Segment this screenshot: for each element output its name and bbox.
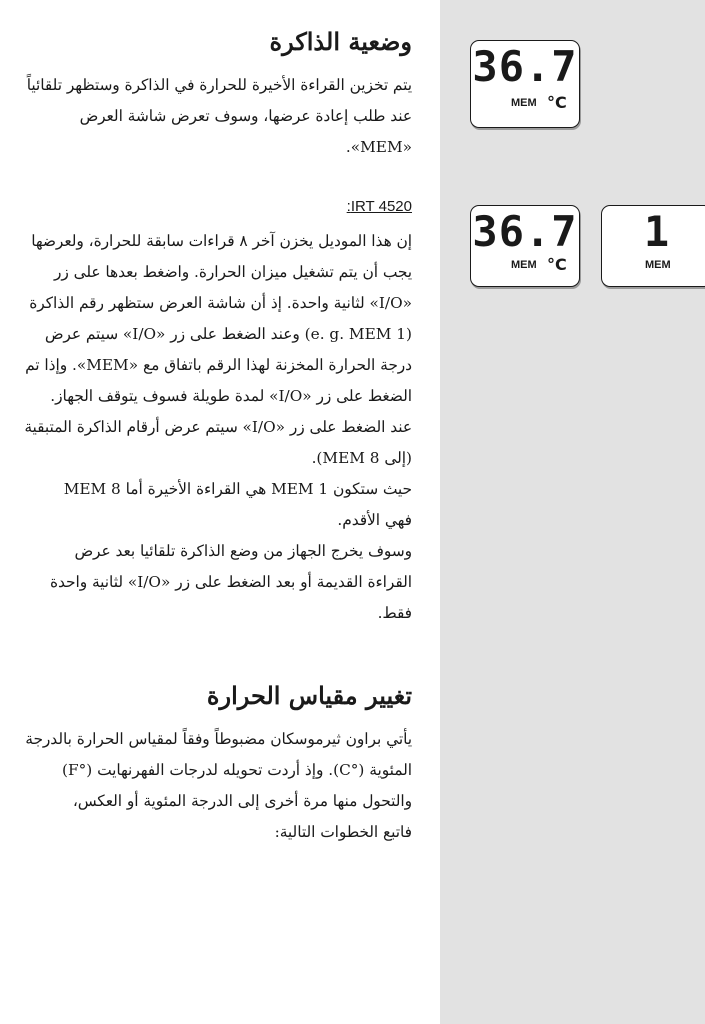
paragraph-line: عند الضغط على زر «I/O» سيتم عرض أرقام الذاكرة المتبقية — [24, 418, 412, 436]
paragraph-line: يأتي براون ثيرموسكان مضبوطاً وفقاً لمقياس الحرارة بالدرجة — [25, 730, 412, 748]
lcd-mem-label: MEM — [645, 259, 671, 271]
text-column — [12, 0, 412, 1024]
sidebar-panel — [440, 0, 705, 1024]
model-paragraph — [12, 226, 412, 629]
lcd-mem-label: MEM — [511, 259, 537, 271]
memory-mode-paragraph — [12, 70, 412, 163]
paragraph-line: المئوية (°C). وإذ أردت تحويله لدرجات الفهرنهايت (°F) — [62, 761, 412, 779]
paragraph-line: القراءة القديمة أو بعد الضغط على زر «I/O» لثانية واحدة — [49, 573, 412, 591]
lcd-unit-label: °C — [547, 255, 567, 274]
paragraph-line: إن هذا الموديل يخزن آخر ٨ قراءات سابقة للحرارة، ولعرضها — [31, 232, 412, 250]
paragraph-line: حيث ستكون MEM 1 هي القراءة الأخيرة أما MEM 8 — [63, 480, 412, 498]
lcd-mem-label: MEM — [511, 97, 537, 109]
lcd-reading: 36.7 — [472, 42, 578, 91]
paragraph-line: فقط. — [377, 604, 412, 622]
paragraph-line: «I/O» لثانية واحدة. إذ أن شاشة العرض ستظهر رقم الذاكرة — [29, 294, 412, 312]
paragraph-line: «MEM». — [345, 138, 412, 156]
lcd-unit-label: °C — [547, 93, 567, 112]
model-label: IRT 4520: — [346, 198, 412, 215]
paragraph-line: يتم تخزين القراءة الأخيرة للحرارة في الذاكرة وستظهر تلقائياً — [26, 76, 412, 94]
paragraph-line: فاتبع الخطوات التالية: — [274, 823, 412, 841]
lcd-reading: 1 — [643, 207, 671, 256]
lcd-display-memory — [601, 205, 705, 287]
lcd-reading: 36.7 — [472, 207, 578, 256]
paragraph-line: وسوف يخرج الجهاز من وضع الذاكرة تلقائيا بعد عرض — [74, 542, 412, 560]
paragraph-line: والتحول منها مرة أخرى إلى الدرجة المئوية أو العكس، — [72, 792, 412, 810]
paragraph-line: يجب أن يتم تشغيل ميزان الحرارة. واضغط بعدها على زر — [53, 263, 412, 281]
memory-mode-heading: وضعية الذاكرة — [269, 27, 412, 56]
paragraph-line: الضغط على زر «I/O» لمدة طويلة فسوف يتوقف الجهاز. — [50, 387, 412, 405]
paragraph-line: درجة الحرارة المخزنة لهذا الرقم باتفاق مع «MEM». وإذا تم — [25, 356, 412, 374]
change-scale-heading: تغيير مقياس الحرارة — [206, 681, 412, 710]
lcd-display-temperature — [470, 40, 580, 128]
change-scale-paragraph — [12, 724, 412, 848]
lcd-display-temperature — [470, 205, 580, 287]
paragraph-line: (e. g. MEM 1) وعند الضغط على زر «I/O» سيتم عرض — [44, 325, 412, 343]
paragraph-line: عند طلب إعادة عرضها، وسوف تعرض شاشة العرض — [79, 107, 412, 125]
paragraph-line: (إلى MEM 8). — [311, 449, 412, 467]
paragraph-line: فهي الأقدم. — [337, 511, 412, 529]
